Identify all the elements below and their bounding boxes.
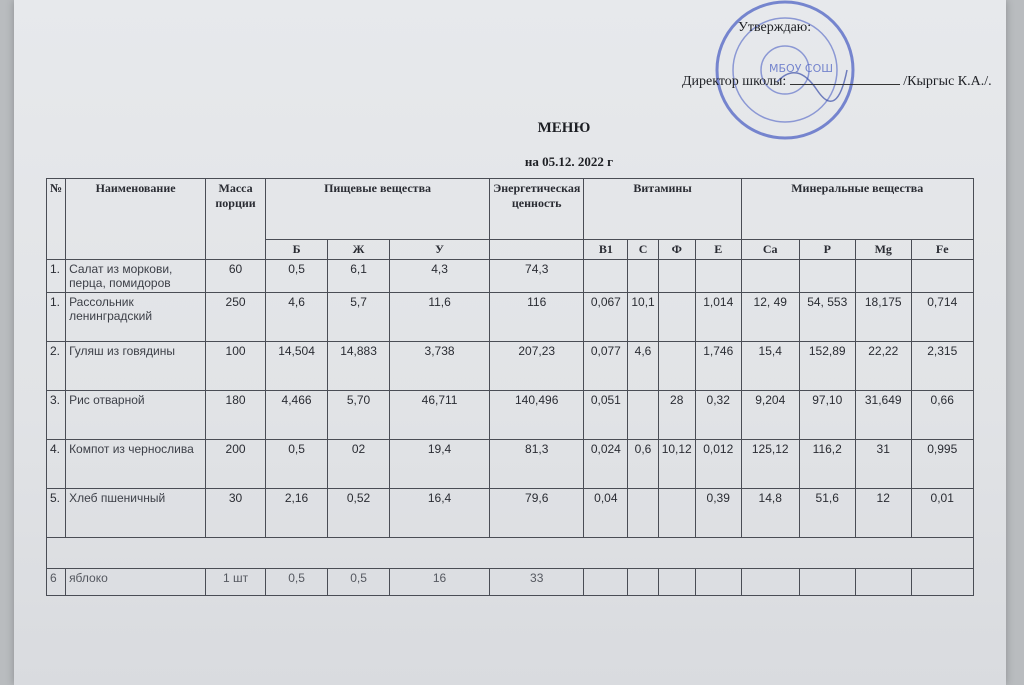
cell-u: 19,4 (390, 440, 490, 489)
table-row (47, 293, 974, 342)
cell-mass: 30 (206, 489, 266, 538)
col-mg: Mg (855, 240, 911, 260)
cell-mg (855, 569, 911, 596)
col-f: Ф (658, 240, 695, 260)
cell-mg (855, 260, 911, 293)
cell-fe: 0,66 (911, 391, 973, 440)
cell-name: Рассольник ленинградский (66, 293, 206, 342)
cell-n: 5. (47, 489, 66, 538)
table-row (47, 260, 974, 293)
director-name: /Кыргыс К.А./. (903, 74, 992, 89)
cell-mass: 60 (206, 260, 266, 293)
cell-n: 2. (47, 342, 66, 391)
col-b1: В1 (584, 240, 628, 260)
director-label: Директор школы: (682, 74, 787, 89)
col-e: Е (695, 240, 741, 260)
cell-c: 10,1 (628, 293, 658, 342)
cell-p: 116,2 (799, 440, 855, 489)
cell-n: 1. (47, 293, 66, 342)
cell-energy: 33 (490, 569, 584, 596)
cell-p (799, 569, 855, 596)
cell-name: Хлеб пшеничный (66, 489, 206, 538)
cell-e: 0,39 (695, 489, 741, 538)
cell-b1: 0,024 (584, 440, 628, 489)
cell-n: 1. (47, 260, 66, 293)
cell-ca: 125,12 (741, 440, 799, 489)
cell-ca: 9,204 (741, 391, 799, 440)
cell-b: 0,5 (266, 440, 328, 489)
cell-b: 4,6 (266, 293, 328, 342)
table-row (47, 391, 974, 440)
cell-p: 51,6 (799, 489, 855, 538)
cell-c: 0,6 (628, 440, 658, 489)
cell-zh: 0,5 (328, 569, 390, 596)
cell-energy: 79,6 (490, 489, 584, 538)
cell-b: 4,466 (266, 391, 328, 440)
cell-e (695, 260, 741, 293)
cell-energy: 81,3 (490, 440, 584, 489)
col-energy: Энергетическая ценность (490, 179, 584, 240)
header-row (47, 179, 974, 240)
cell-ca: 14,8 (741, 489, 799, 538)
table-row (47, 440, 974, 489)
cell-zh: 6,1 (328, 260, 390, 293)
stamp-label: МБОУ СОШ (769, 62, 833, 75)
cell-b: 0,5 (266, 569, 328, 596)
col-energy-blank (490, 240, 584, 260)
cell-zh: 5,70 (328, 391, 390, 440)
cell-c (628, 569, 658, 596)
col-p: P (799, 240, 855, 260)
cell-mg: 18,175 (855, 293, 911, 342)
cell-mass: 1 шт (206, 569, 266, 596)
menu-rows (47, 260, 974, 538)
signature-line (790, 72, 900, 85)
cell-e (695, 569, 741, 596)
cell-fe (911, 569, 973, 596)
col-c: С (628, 240, 658, 260)
cell-zh: 14,883 (328, 342, 390, 391)
cell-e: 1,746 (695, 342, 741, 391)
cell-c (628, 260, 658, 293)
cell-fe: 0,01 (911, 489, 973, 538)
cell-p (799, 260, 855, 293)
col-u: У (390, 240, 490, 260)
cell-mass: 100 (206, 342, 266, 391)
cell-c: 4,6 (628, 342, 658, 391)
cell-b1 (584, 260, 628, 293)
cell-mg: 12 (855, 489, 911, 538)
cell-zh: 5,7 (328, 293, 390, 342)
cell-n: 4. (47, 440, 66, 489)
cell-mg: 31 (855, 440, 911, 489)
col-minerals: Минеральные вещества (741, 179, 973, 240)
cell-b1: 0,04 (584, 489, 628, 538)
cell-energy: 74,3 (490, 260, 584, 293)
cell-u: 11,6 (390, 293, 490, 342)
menu-table (46, 178, 974, 596)
approve-label: Утверждаю: (738, 20, 812, 35)
cell-name: Компот из чернослива (66, 440, 206, 489)
cell-f: 28 (658, 391, 695, 440)
cell-ca (741, 260, 799, 293)
col-zh: Ж (328, 240, 390, 260)
cell-name: Салат из моркови, перца, помидоров (66, 260, 206, 293)
cell-energy: 140,496 (490, 391, 584, 440)
cell-fe: 0,995 (911, 440, 973, 489)
cell-p: 97,10 (799, 391, 855, 440)
cell-b1: 0,077 (584, 342, 628, 391)
cell-f (658, 489, 695, 538)
col-fe: Fe (911, 240, 973, 260)
cell-mass: 200 (206, 440, 266, 489)
table-row (47, 489, 974, 538)
col-vitamins: Витамины (584, 179, 741, 240)
cell-ca: 15,4 (741, 342, 799, 391)
director-signature-line (682, 72, 992, 90)
col-food: Пищевые вещества (266, 179, 490, 240)
cell-f (658, 293, 695, 342)
cell-n: 3. (47, 391, 66, 440)
col-b: Б (266, 240, 328, 260)
cell-e: 0,012 (695, 440, 741, 489)
cell-name: яблоко (66, 569, 206, 596)
col-mass: Масса порции (206, 179, 266, 260)
cell-b1: 0,067 (584, 293, 628, 342)
col-name: Наименование (66, 179, 206, 260)
cell-b: 14,504 (266, 342, 328, 391)
cell-ca (741, 569, 799, 596)
cell-fe: 2,315 (911, 342, 973, 391)
cell-f (658, 342, 695, 391)
cell-u: 16 (390, 569, 490, 596)
cell-u: 4,3 (390, 260, 490, 293)
cell-zh: 0,52 (328, 489, 390, 538)
document-date: на 05.12. 2022 г (524, 154, 614, 169)
cell-f (658, 260, 695, 293)
cell-mass: 180 (206, 391, 266, 440)
cell-zh: 02 (328, 440, 390, 489)
cell-fe (911, 260, 973, 293)
cell-name: Рис отварной (66, 391, 206, 440)
cell-energy: 207,23 (490, 342, 584, 391)
document-title: МЕНЮ (537, 120, 591, 136)
cell-b: 2,16 (266, 489, 328, 538)
cell-mg: 31,649 (855, 391, 911, 440)
cell-fe: 0,714 (911, 293, 973, 342)
cell-f (658, 569, 695, 596)
cell-f: 10,12 (658, 440, 695, 489)
table-row-extra (47, 569, 974, 596)
cell-b1 (584, 569, 628, 596)
cell-b1: 0,051 (584, 391, 628, 440)
cell-mg: 22,22 (855, 342, 911, 391)
cell-energy: 116 (490, 293, 584, 342)
cell-u: 3,738 (390, 342, 490, 391)
row-gap (47, 538, 974, 569)
cell-u: 16,4 (390, 489, 490, 538)
cell-c (628, 391, 658, 440)
cell-c (628, 489, 658, 538)
cell-p: 152,89 (799, 342, 855, 391)
cell-e: 0,32 (695, 391, 741, 440)
menu-sheet (14, 0, 1006, 685)
col-num: № (47, 179, 66, 260)
cell-p: 54, 553 (799, 293, 855, 342)
cell-ca: 12, 49 (741, 293, 799, 342)
cell-e: 1,014 (695, 293, 741, 342)
cell-name: Гуляш из говядины (66, 342, 206, 391)
col-ca: Ca (741, 240, 799, 260)
cell-mass: 250 (206, 293, 266, 342)
table-row (47, 342, 974, 391)
cell-u: 46,711 (390, 391, 490, 440)
cell-num: 6 (47, 569, 66, 596)
cell-b: 0,5 (266, 260, 328, 293)
